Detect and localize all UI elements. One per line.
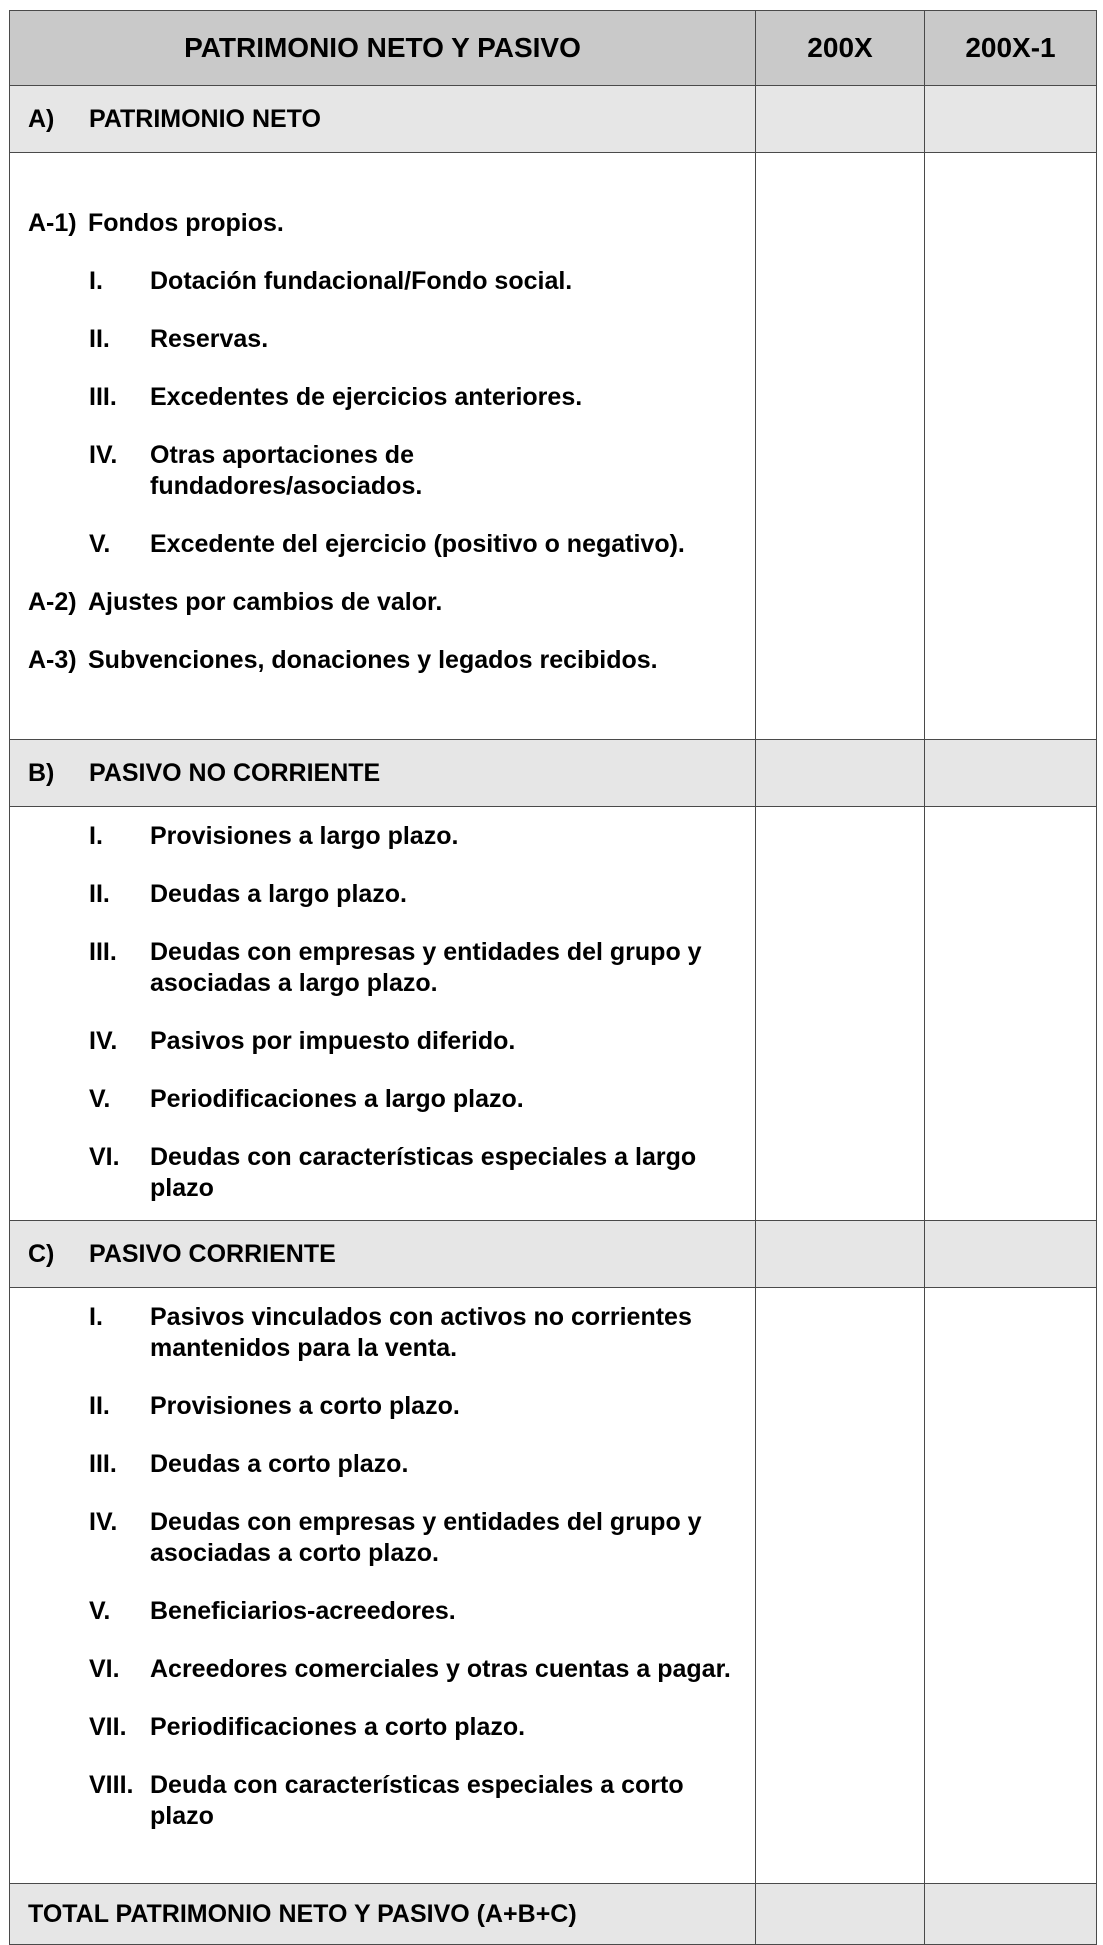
section-b-previous-values — [925, 807, 1097, 1221]
section-a-letter: A) — [28, 104, 55, 133]
section-c-previous — [925, 1221, 1097, 1288]
section-a-current-values — [756, 153, 925, 740]
header-row — [10, 11, 1097, 86]
list-item: IV. Otras aportaciones de fundadores/asociados. — [89, 441, 423, 500]
section-a-previous — [925, 86, 1097, 153]
list-item: A-3) Subvenciones, donaciones y legados recibidos. — [28, 646, 658, 674]
section-c-title: PASIVO CORRIENTE — [89, 1239, 336, 1268]
list-item: III. Deudas a corto plazo. — [89, 1450, 409, 1478]
header-title: PATRIMONIO NETO Y PASIVO — [10, 11, 756, 86]
section-a-body — [10, 153, 1097, 740]
list-item: VIII. Deuda con características especiales a corto plazo — [89, 1771, 684, 1830]
list-item: V. Excedente del ejercicio (positivo o negativo). — [89, 530, 685, 558]
list-item: III. Deudas con empresas y entidades del grupo y asociadas a largo plazo. — [89, 938, 702, 997]
list-item: II. Provisiones a corto plazo. — [89, 1392, 460, 1420]
list-item: I. Provisiones a largo plazo. — [89, 822, 459, 850]
section-b-body — [10, 807, 1097, 1221]
list-item: III. Excedentes de ejercicios anteriores. — [89, 383, 583, 411]
section-c-letter: C) — [28, 1239, 55, 1268]
section-b-letter: B) — [28, 758, 55, 787]
section-c-body — [10, 1288, 1097, 1884]
list-item: A-2) Ajustes por cambios de valor. — [28, 588, 443, 616]
list-item: I. Dotación fundacional/Fondo social. — [89, 267, 573, 295]
section-c-current — [756, 1221, 925, 1288]
section-c-previous-values — [925, 1288, 1097, 1884]
section-b-current — [756, 740, 925, 807]
list-item: IV. Pasivos por impuesto diferido. — [89, 1027, 516, 1055]
balance-sheet-document — [9, 10, 1096, 1930]
list-item: II. Reservas. — [89, 325, 269, 353]
list-item: V. Periodificaciones a largo plazo. — [89, 1085, 524, 1113]
section-b-previous — [925, 740, 1097, 807]
section-c-current-values — [756, 1288, 925, 1884]
list-item: VI. Acreedores comerciales y otras cuentas a pagar. — [89, 1655, 731, 1683]
total-label: TOTAL PATRIMONIO NETO Y PASIVO (A+B+C) — [10, 1884, 756, 1945]
list-item: V. Beneficiarios-acreedores. — [89, 1597, 456, 1625]
section-a-header — [10, 86, 1097, 153]
list-item: IV. Deudas con empresas y entidades del grupo y asociadas a corto plazo. — [89, 1508, 702, 1567]
balance-table — [9, 10, 1097, 1945]
list-item: VI. Deudas con características especiales a largo plazo — [89, 1143, 697, 1202]
section-b-current-values — [756, 807, 925, 1221]
header-previous-year: 200X-1 — [925, 11, 1097, 86]
section-b-header — [10, 740, 1097, 807]
total-current — [756, 1884, 925, 1945]
list-item: VII. Periodificaciones a corto plazo. — [89, 1713, 526, 1741]
list-item: II. Deudas a largo plazo. — [89, 880, 408, 908]
total-previous — [925, 1884, 1097, 1945]
list-item: A-1) Fondos propios. — [28, 209, 284, 237]
section-b-title: PASIVO NO CORRIENTE — [89, 758, 381, 787]
section-c-header — [10, 1221, 1097, 1288]
list-item: I. Pasivos vinculados con activos no corrientes mantenidos para la venta. — [89, 1303, 692, 1362]
section-a-title: PATRIMONIO NETO — [89, 104, 321, 133]
section-a-previous-values — [925, 153, 1097, 740]
header-current-year: 200X — [756, 11, 925, 86]
total-row — [10, 1884, 1097, 1945]
section-a-current — [756, 86, 925, 153]
